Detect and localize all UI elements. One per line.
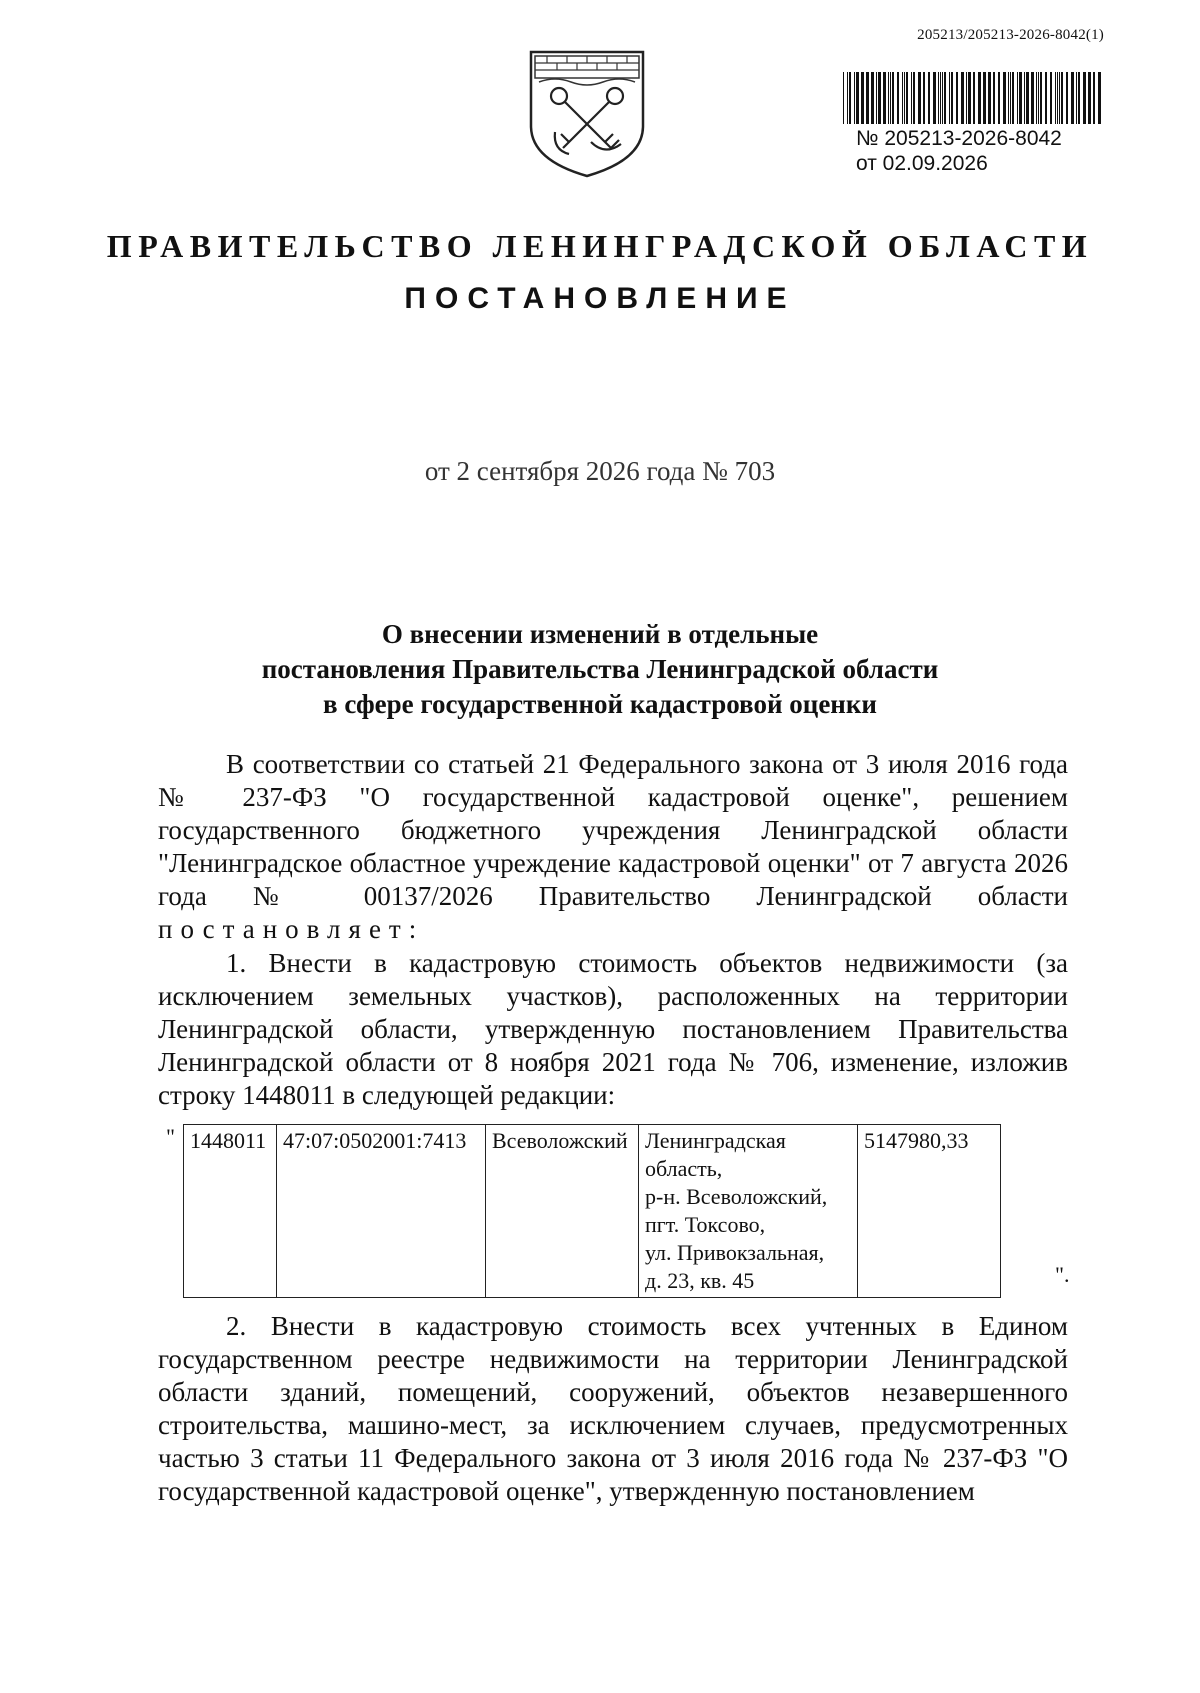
cell-cadastral-number: 47:07:0502001:7413 — [277, 1125, 486, 1298]
address-line: д. 23, кв. 45 — [645, 1268, 755, 1293]
government-title: ПРАВИТЕЛЬСТВО ЛЕНИНГРАДСКОЙ ОБЛАСТИ — [106, 228, 1094, 264]
address-line: пгт. Токсово, — [645, 1212, 766, 1237]
document-type: ПОСТАНОВЛЕНИЕ — [404, 282, 796, 315]
cell-cadastral-value: 5147980,33 — [858, 1125, 1001, 1298]
document-subject — [0, 617, 1200, 722]
preamble-paragraph — [158, 748, 1068, 946]
cell-address — [639, 1125, 858, 1298]
address-line: ул. Привокзальная, — [645, 1240, 825, 1265]
table-quote-open: " — [166, 1124, 175, 1149]
document-date-number: от 2 сентября 2026 года № 703 — [424, 456, 776, 486]
registration-block — [856, 126, 1062, 176]
cell-row-number: 1448011 — [184, 1125, 277, 1298]
subject-line-1: О внесении изменений в отдельные — [381, 619, 819, 649]
preamble-verb: постановляет: — [158, 914, 425, 944]
cell-district: Всеволожский — [486, 1125, 639, 1298]
item-1-paragraph: 1. Внести в кадастровую стоимость объектов недвижимости (за исключением земельных участков), расположенных на территории Ленинградской области, утвержденную постановлением Правительства Ленинградской области от 8 ноября 2021 года № 706, изменение, изложив строку 1448011 в следующей редакции: — [158, 948, 1068, 1110]
registration-number: № 205213-2026-8042 — [856, 127, 1062, 150]
table-row — [184, 1125, 1001, 1298]
cadastral-row-table — [183, 1124, 1001, 1298]
item-2-paragraph: 2. Внести в кадастровую стоимость всех учтенных в Едином государственном реестре недвижимости на территории Ленинградской области зданий, помещений, сооружений, объектов незавершенного строительства, машино-мест, за исключением случаев, предусмотренных частью 3 статьи 11 Федерального закона от 3 июля 2016 года № 237-ФЗ "О государственной кадастровой оценке", утвержденную постановлением — [158, 1311, 1068, 1506]
coat-of-arms-icon — [525, 48, 649, 178]
address-line: р-н. Всеволожский, — [645, 1184, 828, 1209]
barcode-icon — [843, 72, 1101, 124]
document-id: 205213/205213-2026-8042(1) — [917, 27, 1104, 43]
preamble-text: В соответствии со статьей 21 Федерального закона от 3 июля 2016 года № 237-ФЗ "О государственной кадастровой оценке", решением государственного бюджетного учреждения Ленинградской области "Ленинградское областное учреждение кадастровой оценки" от 7 августа 2026 года № 00137/2026 Правительство Ленинградской области — [158, 749, 1068, 911]
address-line: Ленинградская — [645, 1128, 786, 1153]
subject-line-2: постановления Правительства Ленинградской области — [261, 654, 939, 684]
address-line: область, — [645, 1156, 723, 1181]
registration-date: от 02.09.2026 — [856, 152, 988, 175]
table-quote-close: ". — [1055, 1262, 1070, 1287]
subject-line-3: в сфере государственной кадастровой оценки — [323, 689, 877, 719]
